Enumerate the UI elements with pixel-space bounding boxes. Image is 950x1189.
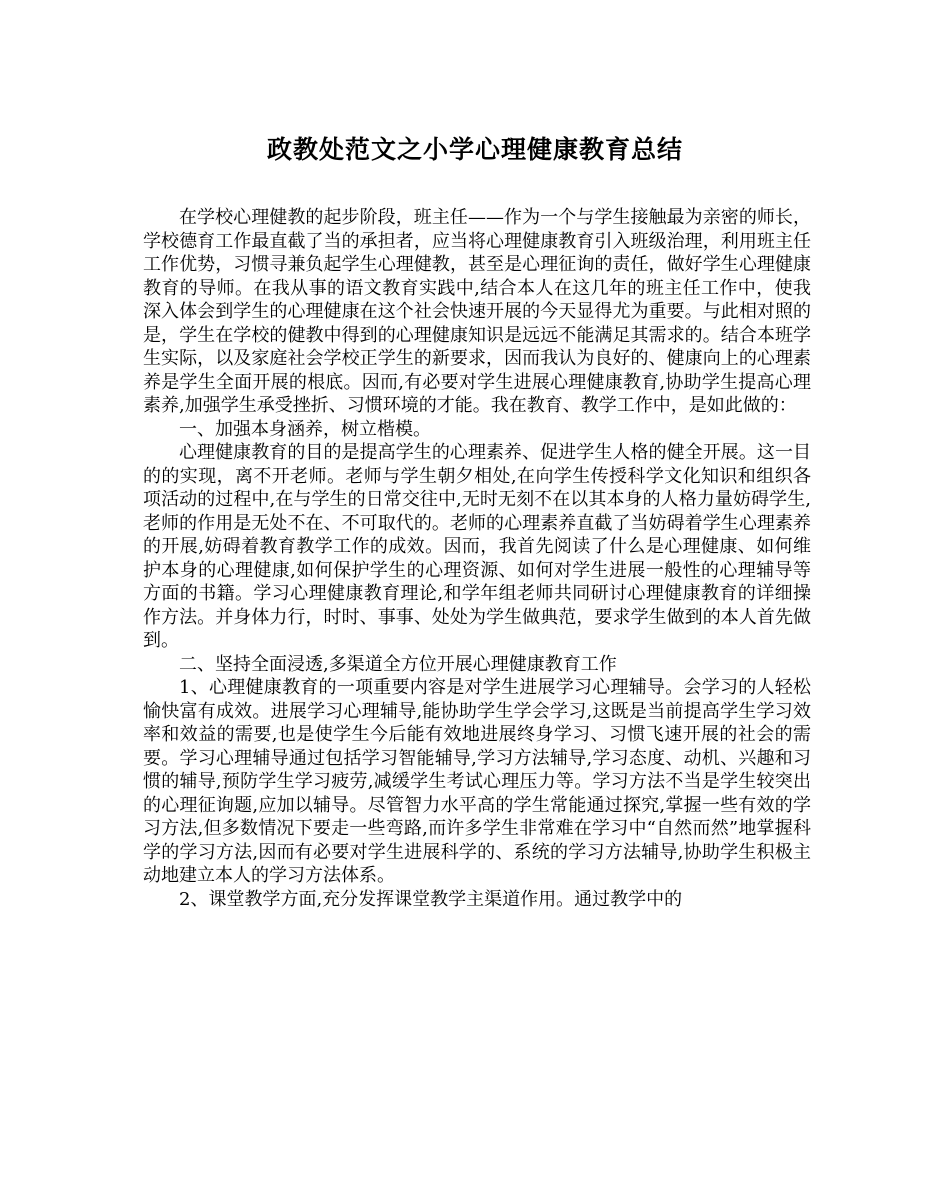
document-body bbox=[143, 206, 811, 911]
paragraph-section-1: 心理健康教育的目的是提高学生的心理素养、促进学生人格的健全开展。这一目的的实现，离不开老师。老师与学生朝夕相处,在向学生传授科学文化知识和组织各项活动的过程中,在与学生的日常交往中,无时无刻不在以其本身的人格力量妨碍学生,老师的作用是无处不在、不可取代的。老师的心理素养直截了当妨碍着学生心理素养的开展,妨碍着教育教学工作的成效。因而，我首先阅读了什么是心理健康、如何维护本身的心理健康,如何保护学生的心理资源、如何对学生进展一般性的心理辅导等方面的书籍。学习心理健康教育理论,和学年组老师共同研讨心理健康教育的详细操作方法。并身体力行，时时、事事、处处为学生做典范，要求学生做到的本人首先做到。 bbox=[143, 442, 811, 651]
section-heading-1: 一、加强本身涵养，树立楷模。 bbox=[179, 418, 431, 440]
paragraph-point-2: 2、课堂教学方面,充分发挥课堂教学主渠道作用。通过教学中的 bbox=[179, 888, 683, 910]
paragraph-intro: 在学校心理健教的起步阶段，班主任——作为一个与学生接触最为亲密的师长，学校德育工作最直截了当的承担者，应当将心理健康教育引入班级治理，利用班主任工作优势，习惯寻兼负起学生心理健教，甚至是心理征询的责任，做好学生心理健康教育的导师。在我从事的语文教育实践中,结合本人在这几年的班主任工作中，使我深入体会到学生的心理健康在这个社会快速开展的今天显得尤为重要。与此相对照的是，学生在学校的健教中得到的心理健康知识是远远不能满足其需求的。结合本班学生实际，以及家庭社会学校正学生的新要求，因而我认为良好的、健康向上的心理素养是学生全面开展的根底。因而,有必要对学生进展心理健康教育,协助学生提高心理素养,加强学生承受挫折、习惯环境的才能。我在教育、教学工作中，是如此做的： bbox=[143, 207, 811, 416]
section-heading-2: 二、坚持全面浸透,多渠道全方位开展心理健康教育工作 bbox=[179, 653, 617, 675]
paragraph-point-1: 1、心理健康教育的一项重要内容是对学生进展学习心理辅导。会学习的人轻松愉快富有成效。进展学习心理辅导,能协助学生学会学习,这既是当前提高学生学习效率和效益的需要,也是使学生今后能有效地进展终身学习、习惯飞速开展的社会的需要。学习心理辅导通过包括学习智能辅导,学习方法辅导,学习态度、动机、兴趣和习惯的辅导,预防学生学习疲劳,减缓学生考试心理压力等。学习方法不当是学生较突出的心理征询题,应加以辅导。尽管智力水平高的学生常能通过探究,掌握一些有效的学习方法,但多数情况下要走一些弯路,而许多学生非常难在学习中“自然而然”地掌握科学的学习方法,因而有必要对学生进展科学的、系统的学习方法辅导,协助学生积极主动地建立本人的学习方法体系。 bbox=[143, 677, 811, 886]
document-title: 政教处范文之小学心理健康教育总结 bbox=[266, 135, 683, 164]
